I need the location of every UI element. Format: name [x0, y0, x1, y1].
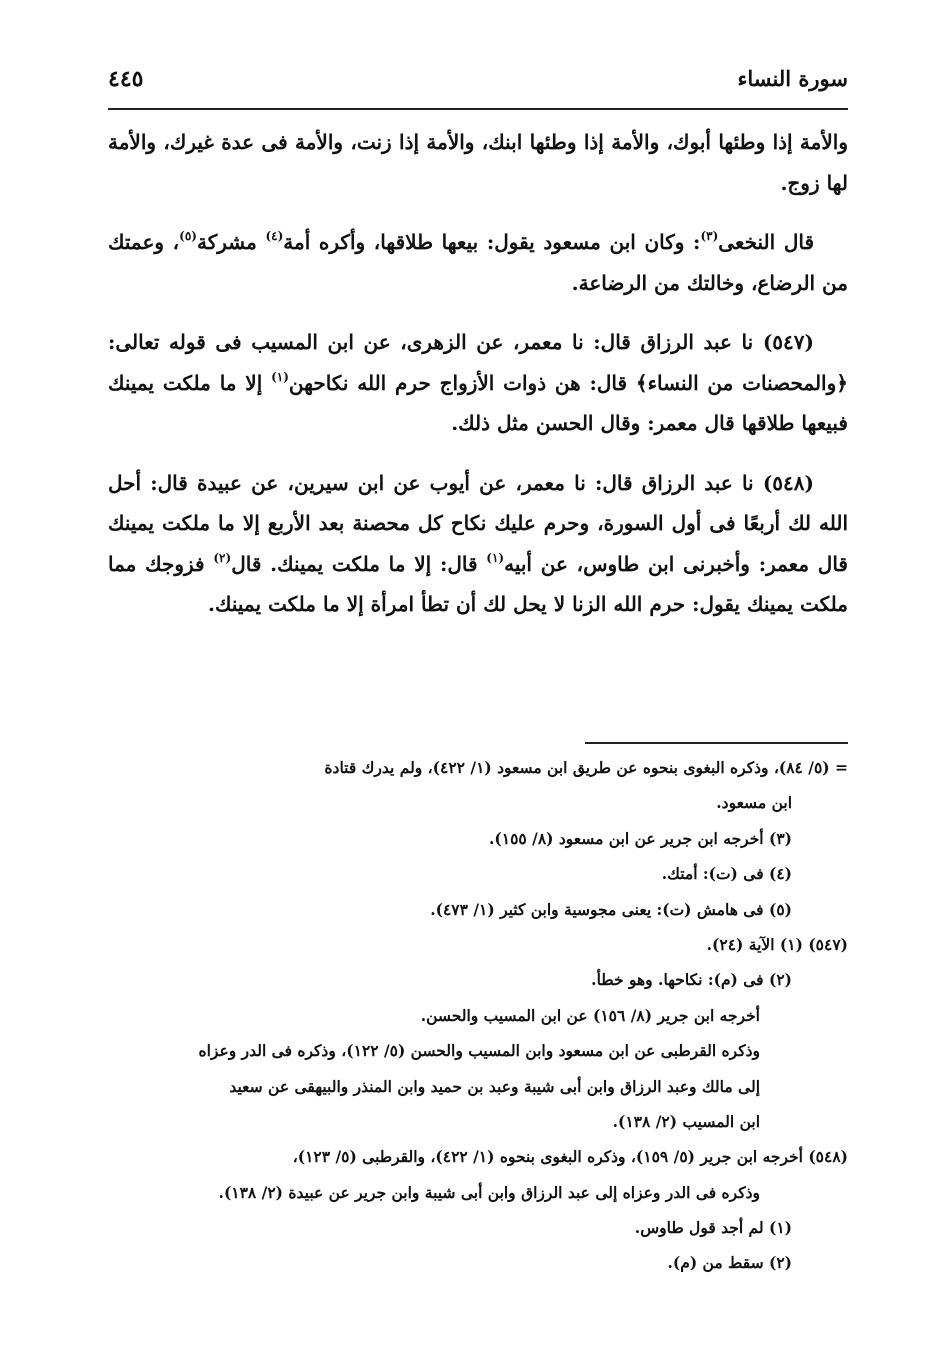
- paragraph-2: [108, 222, 848, 303]
- footnote-line: أخرجه ابن جرير (٨/ ١٥٦) عن ابن المسيب والحسن.: [420, 1005, 760, 1025]
- footnote-line: = (٥/ ٨٤)، وذكره البغوى بنحوه عن طريق ابن مسعود (١/ ٤٢٢)، ولم يدرك قتادة: [324, 758, 848, 777]
- main-text: [108, 122, 848, 644]
- footnote-line: (٢) سقط من (م).: [667, 1253, 792, 1273]
- hadith-number-548: (٥٤٨): [762, 470, 814, 495]
- footnote-line: وذكره فى الدر وعزاه إلى عبد الرزاق وابن أبى شيبة وابن جرير عن عبيدة (٢/ ١٣٨).: [218, 1182, 760, 1202]
- surah-title: سورة النساء: [737, 66, 848, 91]
- footnote-line: (٤) فى (ت): أمتك.: [661, 864, 792, 884]
- footnote-line: (٢) فى (م): نكاحها. وهو خطأ.: [591, 970, 792, 990]
- footnote-line: ابن المسيب (٢/ ١٣٨).: [612, 1111, 760, 1131]
- footnote-line: (٥) فى هامش (ت): يعنى مجوسية وابن كثير (١/ ٤٧٣).: [430, 899, 792, 919]
- header-divider: [108, 108, 848, 110]
- paragraph-548-text-a: نا عبد الرزاق قال: نا معمر، عن أيوب عن ابن سيرين، عن عبيدة قال: أحل الله لك أربعًا فى أول السورة، وحرم عليك نكاح كل محصنة بعد الأربع إلا ما ملكت يمينك قال معمر: وأخبرنى ابن طاوس، عن أبيه: [108, 470, 848, 576]
- footnote-line: إلى مالك وعبد الرزاق وابن أبى شيبة وعبد بن حميد وابن المنذر والبيهقى عن سعيد: [229, 1076, 760, 1096]
- footnote-line: ابن مسعود.: [716, 793, 792, 813]
- paragraph-548: [108, 463, 848, 625]
- footnote-ref-5: (٥): [179, 229, 197, 243]
- page-number: ٤٤٥: [108, 66, 144, 92]
- hadith-number-547: (٥٤٧): [762, 330, 814, 354]
- paragraph-1-text: والأمة إذا وطئها أبوك، والأمة إذا وطئها ابنك، والأمة إذا زنت، والأمة فى عدة غيرك، والأمة لها زوج.: [108, 130, 848, 195]
- paragraph-547: [108, 322, 848, 444]
- paragraph-548-text-c: فزوجك مما ملكت يمينك يقول: حرم الله الزنا لا يحل لك أن تطأ امرأة إلا ما ملكت يمينك.: [108, 551, 848, 616]
- footnote-ref-4: (٤): [265, 229, 284, 243]
- paragraph-2-text-b: : وكان ابن مسعود يقول: بيعها طلاقها، وأكره أمة: [283, 230, 701, 254]
- footnote-ref-2: (٢): [213, 550, 232, 565]
- footnote-line: (٥٤٧) (١) الآية (٢٤).: [706, 934, 848, 954]
- page-header: [108, 62, 848, 102]
- footnotes: [108, 750, 848, 1281]
- paragraph-548-text-b: قال: إلا ما ملكت يمينك. قال: [231, 551, 487, 576]
- footnote-line: (٥٤٨) أخرجه ابن جرير (٥/ ١٥٩)، وذكره البغوى بنحوه (١/ ٤٢٢)، والقرطبى (٥/ ١٢٣)،: [292, 1147, 848, 1167]
- paragraph-547-text-b: إلا ما ملكت يمينك فبيعها طلاقها قال معمر: وقال الحسن مثل ذلك.: [108, 370, 848, 435]
- paragraph-2-text-d: ، وعمتك من الرضاع، وخالتك من الرضاعة.: [108, 230, 848, 295]
- footnote-ref-3: (٣): [700, 229, 719, 243]
- footnote-ref-1: (١): [271, 369, 289, 384]
- footnote-ref-1: (١): [486, 550, 505, 565]
- paragraph-2-text-a: قال النخعى: [718, 230, 815, 254]
- footnote-line: (٣) أخرجه ابن جرير عن ابن مسعود (٨/ ١٥٥).: [489, 828, 792, 848]
- footnote-line: (١) لم أجد قول طاوس.: [634, 1218, 792, 1238]
- paragraph-547-text-a: نا عبد الرزاق قال: نا معمر، عن الزهرى، عن ابن المسيب فى قوله تعالى: ﴿والمحصنات من النساء﴾ قال: هن ذوات الأزواج حرم الله نكاحهن: [108, 330, 848, 395]
- paragraph-2-text-c: مشركة: [196, 230, 266, 254]
- footnote-line: وذكره القرطبى عن ابن مسعود وابن المسيب والحسن (٥/ ١٢٢)، وذكره فى الدر وعزاه: [198, 1041, 760, 1061]
- footnote-divider: [585, 742, 848, 744]
- paragraph-1: [108, 122, 848, 203]
